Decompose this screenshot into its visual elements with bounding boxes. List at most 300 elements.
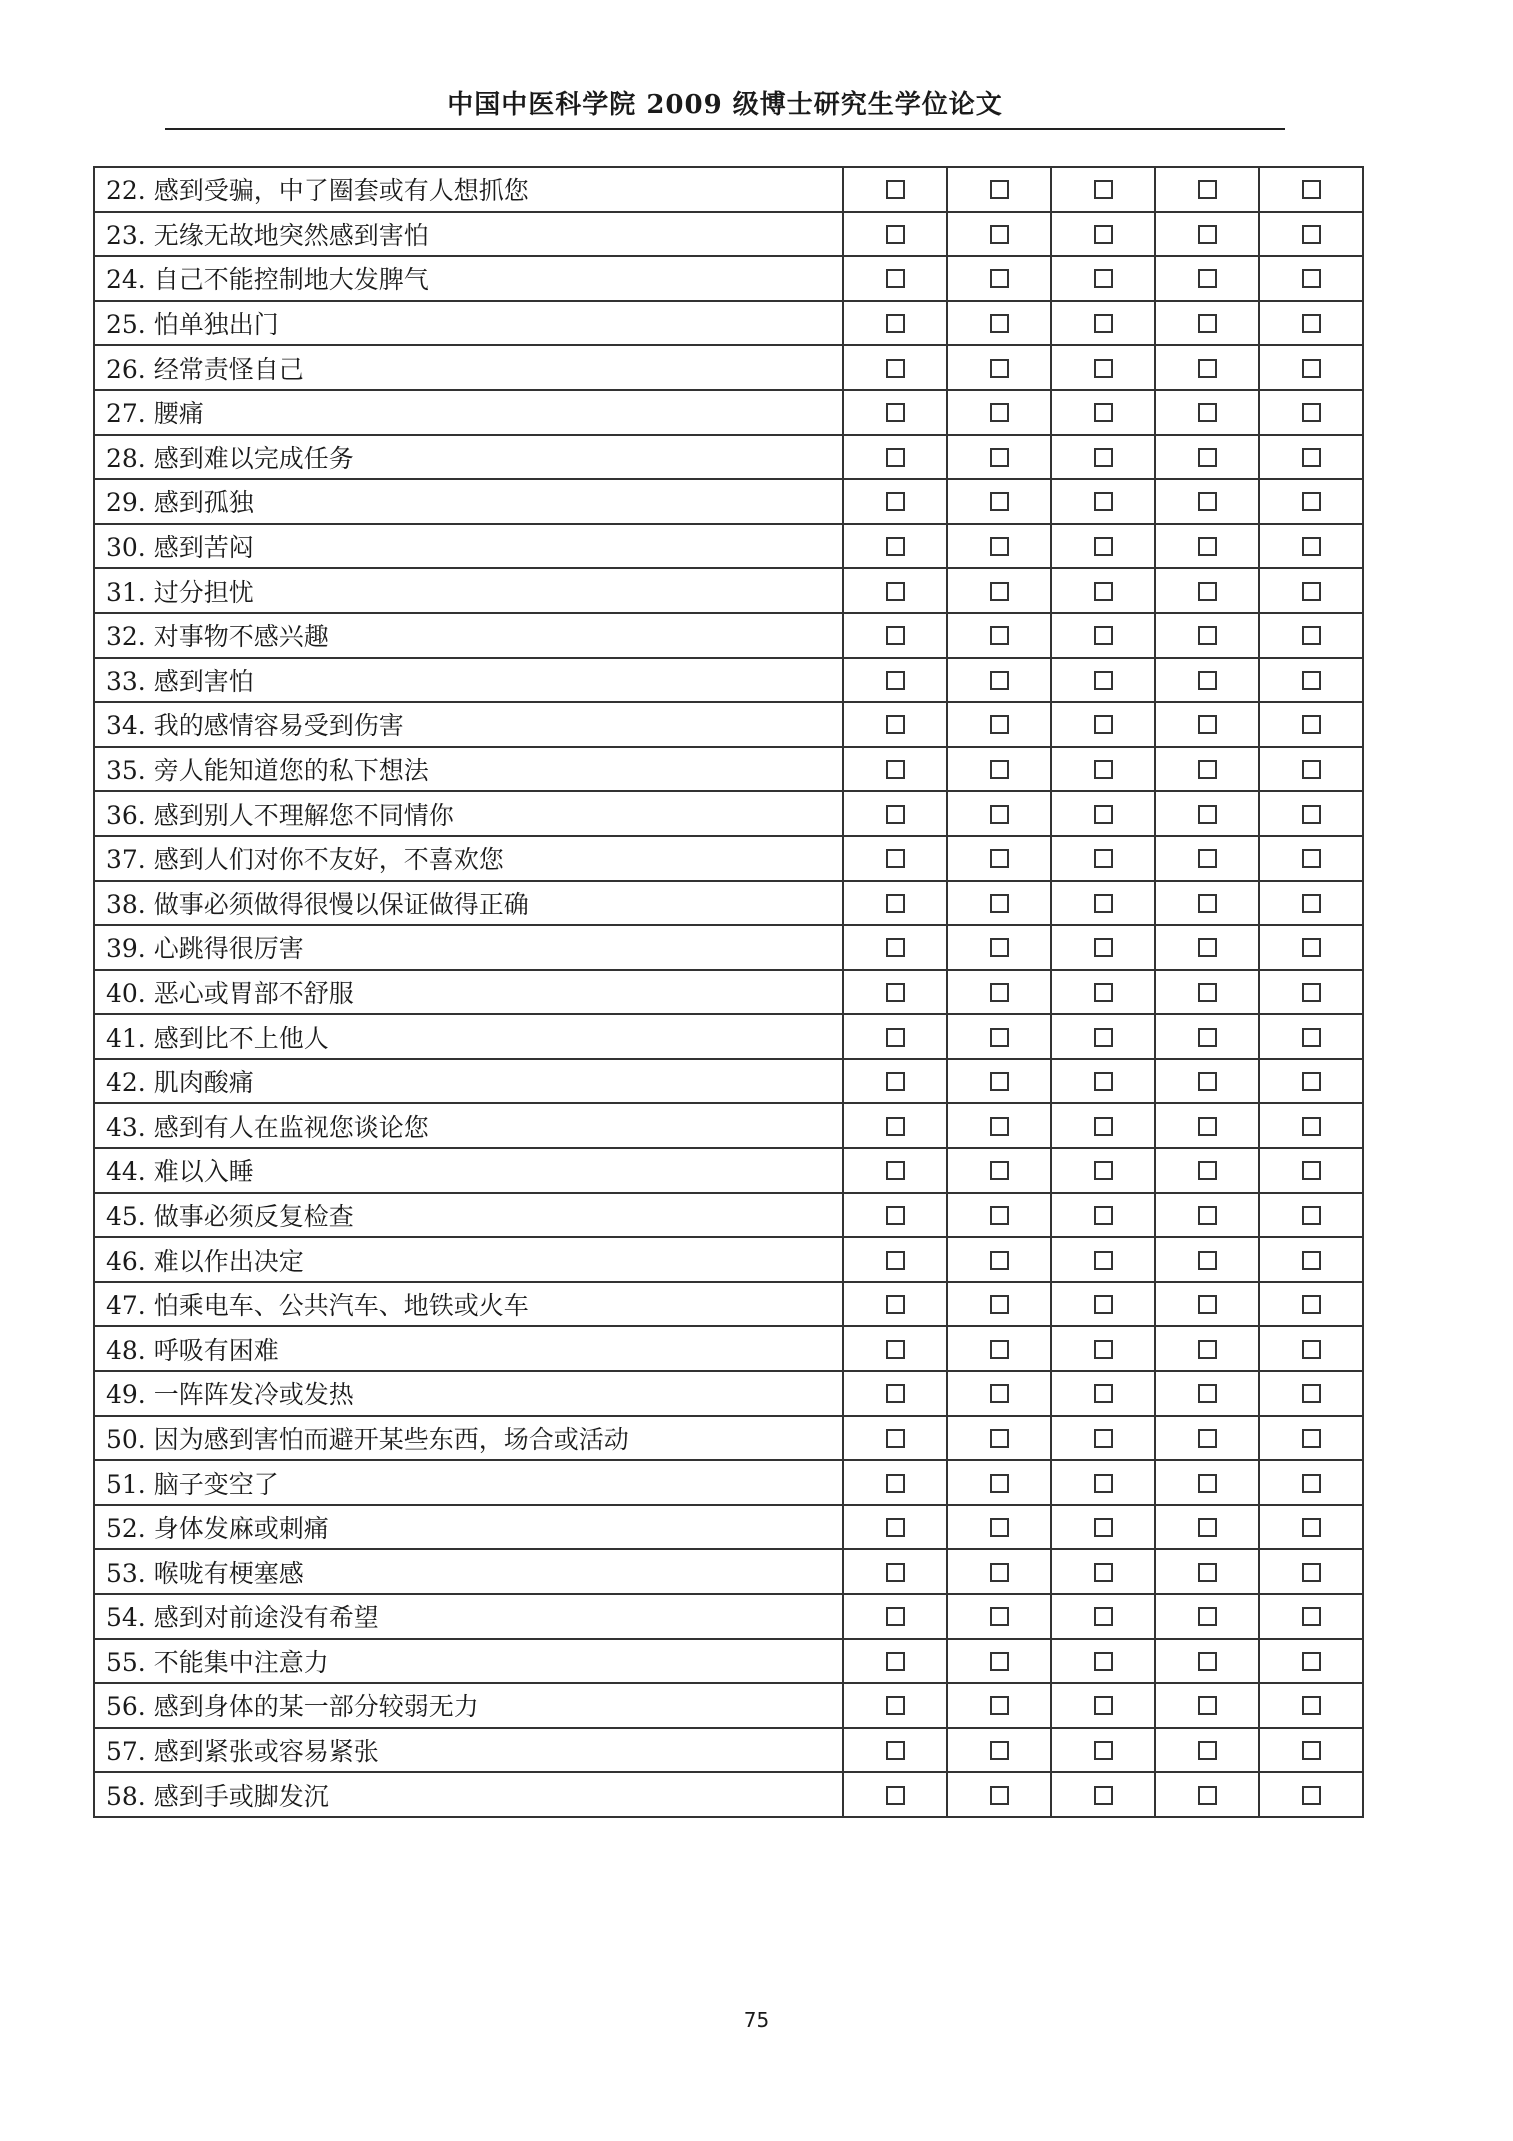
item-label: 53. 喉咙有梗塞感 [94,1549,843,1594]
checkbox-1[interactable] [886,1429,905,1448]
option-cell [1155,1549,1259,1594]
option-cell [843,1059,947,1104]
option-cell [1051,1416,1155,1461]
option-cell [843,1460,947,1505]
item-label: 35. 旁人能知道您的私下想法 [94,747,843,792]
checkbox-5[interactable] [1302,359,1321,378]
option-cell [843,301,947,346]
checkbox-3[interactable] [1094,1429,1113,1448]
checkbox-4[interactable] [1198,269,1217,288]
checkbox-3[interactable] [1094,225,1113,244]
option-cell [843,1014,947,1059]
item-label: 44. 难以入睡 [94,1148,843,1193]
checkbox-5[interactable] [1302,448,1321,467]
checkbox-5[interactable] [1302,1295,1321,1314]
option-cell [1259,1772,1363,1817]
checkbox-2[interactable] [990,1652,1009,1671]
option-cell [1259,1193,1363,1238]
checkbox-5[interactable] [1302,1518,1321,1537]
checkbox-5[interactable] [1302,1117,1321,1136]
checkbox-1[interactable] [886,225,905,244]
checkbox-4[interactable] [1198,1474,1217,1493]
checkbox-3[interactable] [1094,314,1113,333]
checkbox-3[interactable] [1094,894,1113,913]
checkbox-4[interactable] [1198,1696,1217,1715]
option-cell [1051,1237,1155,1282]
checkbox-2[interactable] [990,403,1009,422]
checkbox-5[interactable] [1302,1429,1321,1448]
option-cell [1051,256,1155,301]
option-cell [947,1103,1051,1148]
option-cell [1259,1594,1363,1639]
option-cell [1259,1282,1363,1327]
checkbox-1[interactable] [886,760,905,779]
checkbox-5[interactable] [1302,1741,1321,1760]
checkbox-1[interactable] [886,1518,905,1537]
questionnaire-table [93,166,1364,1818]
option-cell [1259,1683,1363,1728]
header-rule [165,128,1285,130]
checkbox-3[interactable] [1094,359,1113,378]
option-cell [1051,1772,1155,1817]
table-row [94,390,1363,435]
checkbox-1[interactable] [886,180,905,199]
checkbox-5[interactable] [1302,1028,1321,1047]
checkbox-4[interactable] [1198,1652,1217,1671]
checkbox-1[interactable] [886,492,905,511]
checkbox-5[interactable] [1302,1161,1321,1180]
checkbox-4[interactable] [1198,403,1217,422]
checkbox-5[interactable] [1302,849,1321,868]
checkbox-2[interactable] [990,269,1009,288]
item-label: 40. 恶心或胃部不舒服 [94,970,843,1015]
checkbox-5[interactable] [1302,582,1321,601]
option-cell [1051,1594,1155,1639]
checkbox-2[interactable] [990,1474,1009,1493]
checkbox-5[interactable] [1302,1384,1321,1403]
option-cell [1259,479,1363,524]
checkbox-3[interactable] [1094,849,1113,868]
checkbox-4[interactable] [1198,359,1217,378]
option-cell [1259,1103,1363,1148]
item-label: 23. 无缘无故地突然感到害怕 [94,212,843,257]
checkbox-3[interactable] [1094,180,1113,199]
checkbox-4[interactable] [1198,1072,1217,1091]
checkbox-5[interactable] [1302,1206,1321,1225]
option-cell [1259,613,1363,658]
option-cell [1051,1639,1155,1684]
checkbox-2[interactable] [990,849,1009,868]
checkbox-3[interactable] [1094,715,1113,734]
checkbox-5[interactable] [1302,269,1321,288]
table-row [94,1594,1363,1639]
checkbox-1[interactable] [886,448,905,467]
checkbox-1[interactable] [886,1474,905,1493]
checkbox-4[interactable] [1198,1340,1217,1359]
checkbox-3[interactable] [1094,671,1113,690]
option-cell [1259,435,1363,480]
checkbox-1[interactable] [886,1161,905,1180]
option-cell [1155,970,1259,1015]
checkbox-1[interactable] [886,1028,905,1047]
item-label: 33. 感到害怕 [94,658,843,703]
checkbox-4[interactable] [1198,1429,1217,1448]
checkbox-3[interactable] [1094,938,1113,957]
checkbox-3[interactable] [1094,626,1113,645]
checkbox-1[interactable] [886,1786,905,1805]
checkbox-3[interactable] [1094,805,1113,824]
checkbox-5[interactable] [1302,671,1321,690]
option-cell [1155,390,1259,435]
table-row [94,1103,1363,1148]
checkbox-3[interactable] [1094,1161,1113,1180]
checkbox-1[interactable] [886,1117,905,1136]
checkbox-2[interactable] [990,805,1009,824]
checkbox-2[interactable] [990,448,1009,467]
option-cell [947,658,1051,703]
checkbox-5[interactable] [1302,225,1321,244]
checkbox-2[interactable] [990,1384,1009,1403]
option-cell [1051,1505,1155,1550]
checkbox-1[interactable] [886,1696,905,1715]
option-cell [947,747,1051,792]
checkbox-5[interactable] [1302,1251,1321,1270]
checkbox-3[interactable] [1094,760,1113,779]
checkbox-5[interactable] [1302,715,1321,734]
option-cell [1051,658,1155,703]
option-cell [843,390,947,435]
option-cell [1051,524,1155,569]
checkbox-1[interactable] [886,582,905,601]
option-cell [1155,479,1259,524]
option-cell [947,524,1051,569]
option-cell [1051,1460,1155,1505]
option-cell [843,1639,947,1684]
option-cell [947,1772,1051,1817]
option-cell [1259,1059,1363,1104]
option-cell [1051,1148,1155,1193]
checkbox-1[interactable] [886,1251,905,1270]
checkbox-3[interactable] [1094,1072,1113,1091]
option-cell [1259,524,1363,569]
checkbox-5[interactable] [1302,983,1321,1002]
checkbox-2[interactable] [990,582,1009,601]
checkbox-1[interactable] [886,1607,905,1626]
option-cell [1259,256,1363,301]
checkbox-5[interactable] [1302,938,1321,957]
checkbox-4[interactable] [1198,1563,1217,1582]
checkbox-4[interactable] [1198,626,1217,645]
item-label: 32. 对事物不感兴趣 [94,613,843,658]
table-row [94,1237,1363,1282]
checkbox-2[interactable] [990,314,1009,333]
checkbox-4[interactable] [1198,760,1217,779]
checkbox-4[interactable] [1198,582,1217,601]
checkbox-3[interactable] [1094,1741,1113,1760]
checkbox-3[interactable] [1094,403,1113,422]
checkbox-2[interactable] [990,1607,1009,1626]
checkbox-2[interactable] [990,1072,1009,1091]
checkbox-1[interactable] [886,626,905,645]
item-label: 46. 难以作出决定 [94,1237,843,1282]
checkbox-2[interactable] [990,1563,1009,1582]
option-cell [843,1237,947,1282]
checkbox-3[interactable] [1094,537,1113,556]
checkbox-3[interactable] [1094,1563,1113,1582]
option-cell [947,1282,1051,1327]
checkbox-5[interactable] [1302,805,1321,824]
checkbox-5[interactable] [1302,1340,1321,1359]
option-cell [1051,1728,1155,1773]
checkbox-1[interactable] [886,805,905,824]
checkbox-3[interactable] [1094,1117,1113,1136]
checkbox-4[interactable] [1198,1295,1217,1314]
checkbox-5[interactable] [1302,894,1321,913]
option-cell [947,1014,1051,1059]
checkbox-2[interactable] [990,715,1009,734]
item-label: 52. 身体发麻或刺痛 [94,1505,843,1550]
checkbox-3[interactable] [1094,1786,1113,1805]
checkbox-5[interactable] [1302,1696,1321,1715]
checkbox-1[interactable] [886,715,905,734]
checkbox-1[interactable] [886,314,905,333]
checkbox-3[interactable] [1094,492,1113,511]
option-cell [1259,836,1363,881]
option-cell [1051,345,1155,390]
checkbox-3[interactable] [1094,1652,1113,1671]
page-number: 75 [743,2008,770,2032]
checkbox-4[interactable] [1198,180,1217,199]
checkbox-1[interactable] [886,1384,905,1403]
checkbox-5[interactable] [1302,1072,1321,1091]
checkbox-4[interactable] [1198,492,1217,511]
option-cell [1155,1728,1259,1773]
checkbox-3[interactable] [1094,983,1113,1002]
option-cell [843,345,947,390]
checkbox-2[interactable] [990,359,1009,378]
checkbox-3[interactable] [1094,1206,1113,1225]
checkbox-5[interactable] [1302,180,1321,199]
checkbox-2[interactable] [990,1786,1009,1805]
option-cell [1155,568,1259,613]
checkbox-1[interactable] [886,1206,905,1225]
option-cell [1155,1639,1259,1684]
checkbox-1[interactable] [886,1741,905,1760]
checkbox-3[interactable] [1094,269,1113,288]
option-cell [1259,791,1363,836]
table-row [94,1549,1363,1594]
checkbox-2[interactable] [990,983,1009,1002]
option-cell [843,1728,947,1773]
option-cell [1155,1193,1259,1238]
table-row [94,791,1363,836]
checkbox-1[interactable] [886,1072,905,1091]
table-row [94,479,1363,524]
item-label: 28. 感到难以完成任务 [94,435,843,480]
checkbox-4[interactable] [1198,983,1217,1002]
checkbox-1[interactable] [886,269,905,288]
checkbox-3[interactable] [1094,582,1113,601]
option-cell [1155,1594,1259,1639]
checkbox-5[interactable] [1302,1474,1321,1493]
checkbox-3[interactable] [1094,1518,1113,1537]
checkbox-5[interactable] [1302,626,1321,645]
checkbox-3[interactable] [1094,1474,1113,1493]
checkbox-1[interactable] [886,671,905,690]
checkbox-4[interactable] [1198,1251,1217,1270]
checkbox-2[interactable] [990,1206,1009,1225]
option-cell [843,1193,947,1238]
checkbox-5[interactable] [1302,537,1321,556]
checkbox-1[interactable] [886,894,905,913]
checkbox-5[interactable] [1302,1607,1321,1626]
option-cell [843,1282,947,1327]
checkbox-3[interactable] [1094,1607,1113,1626]
option-cell [843,1103,947,1148]
checkbox-2[interactable] [990,626,1009,645]
checkbox-1[interactable] [886,1340,905,1359]
checkbox-1[interactable] [886,1295,905,1314]
table-row [94,524,1363,569]
checkbox-4[interactable] [1198,1518,1217,1537]
option-cell [1259,1014,1363,1059]
option-cell [947,1549,1051,1594]
option-cell [843,747,947,792]
checkbox-2[interactable] [990,1429,1009,1448]
item-label: 36. 感到别人不理解您不同情你 [94,791,843,836]
checkbox-1[interactable] [886,537,905,556]
checkbox-4[interactable] [1198,1786,1217,1805]
option-cell [947,301,1051,346]
item-label: 58. 感到手或脚发沉 [94,1772,843,1817]
table-row [94,613,1363,658]
checkbox-2[interactable] [990,938,1009,957]
checkbox-2[interactable] [990,1161,1009,1180]
option-cell [843,1148,947,1193]
table-row [94,1728,1363,1773]
option-cell [1155,1103,1259,1148]
option-cell [947,568,1051,613]
checkbox-4[interactable] [1198,938,1217,957]
checkbox-4[interactable] [1198,1028,1217,1047]
checkbox-4[interactable] [1198,314,1217,333]
checkbox-1[interactable] [886,938,905,957]
checkbox-2[interactable] [990,894,1009,913]
checkbox-3[interactable] [1094,1028,1113,1047]
checkbox-2[interactable] [990,1295,1009,1314]
option-cell [1155,1772,1259,1817]
option-cell [947,1237,1051,1282]
table-row [94,568,1363,613]
option-cell [1259,301,1363,346]
option-cell [947,435,1051,480]
option-cell [843,1505,947,1550]
option-cell [1051,1059,1155,1104]
checkbox-1[interactable] [886,1652,905,1671]
checkbox-1[interactable] [886,403,905,422]
checkbox-2[interactable] [990,492,1009,511]
checkbox-2[interactable] [990,1117,1009,1136]
checkbox-1[interactable] [886,849,905,868]
table-row [94,747,1363,792]
checkbox-5[interactable] [1302,403,1321,422]
checkbox-5[interactable] [1302,1652,1321,1671]
checkbox-4[interactable] [1198,448,1217,467]
option-cell [947,881,1051,926]
checkbox-4[interactable] [1198,894,1217,913]
option-cell [1155,881,1259,926]
checkbox-4[interactable] [1198,1161,1217,1180]
checkbox-1[interactable] [886,1563,905,1582]
checkbox-4[interactable] [1198,225,1217,244]
checkbox-5[interactable] [1302,492,1321,511]
option-cell [843,881,947,926]
checkbox-4[interactable] [1198,1741,1217,1760]
option-cell [843,1683,947,1728]
option-cell [843,568,947,613]
option-cell [1155,1326,1259,1371]
checkbox-3[interactable] [1094,448,1113,467]
checkbox-1[interactable] [886,983,905,1002]
checkbox-3[interactable] [1094,1295,1113,1314]
checkbox-4[interactable] [1198,1117,1217,1136]
table-row [94,1282,1363,1327]
checkbox-3[interactable] [1094,1340,1113,1359]
checkbox-2[interactable] [990,180,1009,199]
checkbox-3[interactable] [1094,1696,1113,1715]
option-cell [843,1549,947,1594]
checkbox-2[interactable] [990,1518,1009,1537]
checkbox-4[interactable] [1198,849,1217,868]
checkbox-5[interactable] [1302,1786,1321,1805]
checkbox-2[interactable] [990,1741,1009,1760]
option-cell [1155,1371,1259,1416]
checkbox-2[interactable] [990,225,1009,244]
option-cell [1259,212,1363,257]
checkbox-4[interactable] [1198,671,1217,690]
checkbox-1[interactable] [886,359,905,378]
option-cell [1259,1728,1363,1773]
option-cell [1259,568,1363,613]
checkbox-2[interactable] [990,1251,1009,1270]
checkbox-4[interactable] [1198,715,1217,734]
checkbox-2[interactable] [990,537,1009,556]
checkbox-2[interactable] [990,1696,1009,1715]
checkbox-2[interactable] [990,671,1009,690]
checkbox-2[interactable] [990,760,1009,779]
checkbox-4[interactable] [1198,1607,1217,1626]
table-row [94,435,1363,480]
item-label: 38. 做事必须做得很慢以保证做得正确 [94,881,843,926]
option-cell [843,212,947,257]
checkbox-4[interactable] [1198,1384,1217,1403]
checkbox-2[interactable] [990,1028,1009,1047]
checkbox-3[interactable] [1094,1384,1113,1403]
checkbox-2[interactable] [990,1340,1009,1359]
checkbox-5[interactable] [1302,760,1321,779]
checkbox-3[interactable] [1094,1251,1113,1270]
option-cell [1259,1416,1363,1461]
checkbox-4[interactable] [1198,805,1217,824]
option-cell [1155,212,1259,257]
checkbox-4[interactable] [1198,1206,1217,1225]
option-cell [947,479,1051,524]
checkbox-5[interactable] [1302,1563,1321,1582]
checkbox-5[interactable] [1302,314,1321,333]
option-cell [1259,390,1363,435]
option-cell [1051,1549,1155,1594]
checkbox-4[interactable] [1198,537,1217,556]
